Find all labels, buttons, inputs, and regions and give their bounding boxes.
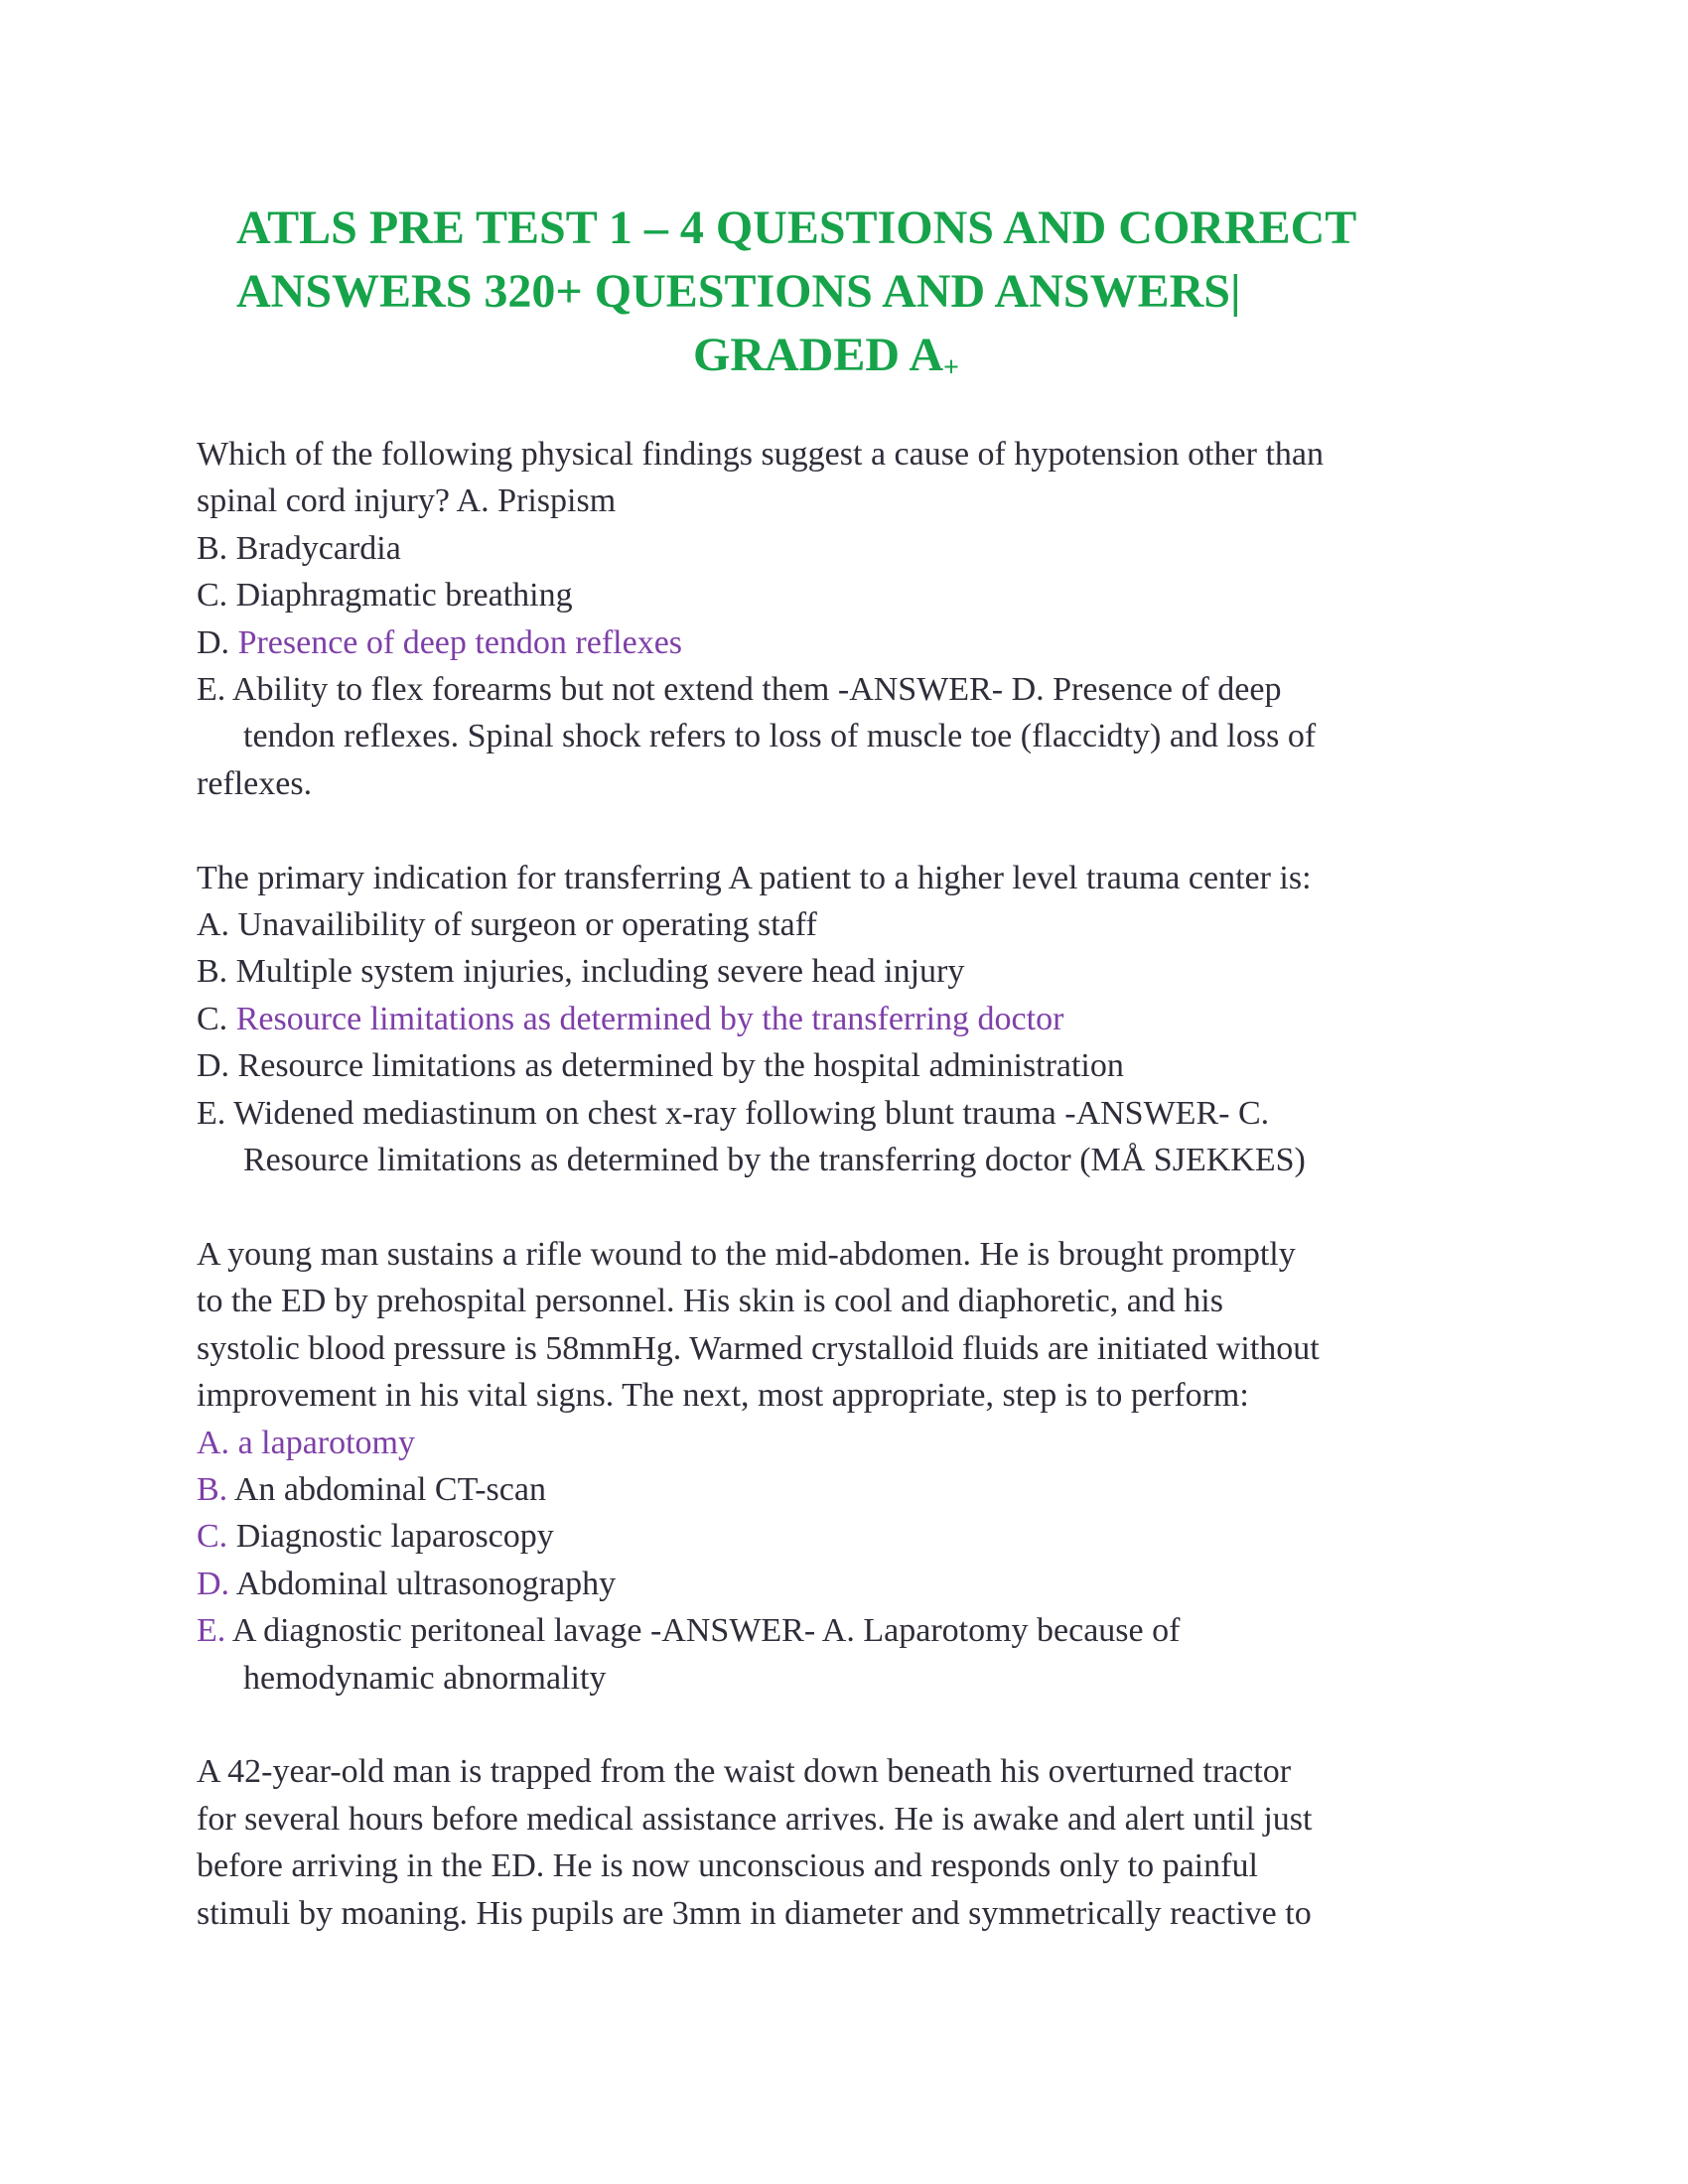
q3-stem-line-3: systolic blood pressure is 58mmHg. Warmed crystalloid fluids are initiated without bbox=[197, 1329, 1320, 1367]
paragraph-gap bbox=[197, 1183, 1507, 1230]
q4-stem-line-4: stimuli by moaning. His pupils are 3mm in diameter and symmetrically reactive to bbox=[197, 1894, 1312, 1932]
q3-option-e bbox=[197, 1607, 1507, 1654]
q3-option-e-text: A diagnostic peritoneal lavage -ANSWER- A. Laparotomy because of bbox=[231, 1612, 1181, 1650]
q2-option-b: B. Multiple system injuries, including severe head injury bbox=[197, 953, 965, 991]
title-line-3-text: GRADED A bbox=[693, 329, 944, 381]
q2-option-c-letter: C. bbox=[197, 1000, 236, 1037]
q1-stem-line-2: spinal cord injury? A. Prispism bbox=[197, 482, 617, 520]
q3-option-b bbox=[197, 1466, 1507, 1513]
q3-option-a-letter: A. bbox=[197, 1424, 238, 1461]
q3-option-a-text: a laparotomy bbox=[237, 1424, 415, 1461]
paragraph-gap bbox=[197, 1702, 1507, 1748]
q1-option-d-letter: D. bbox=[197, 623, 238, 661]
q2-option-d: D. Resource limitations as determined by the hospital administration bbox=[197, 1047, 1124, 1085]
question-3 bbox=[197, 1231, 1507, 1702]
q3-stem-line-2: to the ED by prehospital personnel. His skin is cool and diaphoretic, and his bbox=[197, 1283, 1223, 1320]
q3-option-b-text: An abdominal CT-scan bbox=[233, 1470, 546, 1508]
q1-option-e-line-3: reflexes. bbox=[197, 764, 313, 802]
q3-option-d bbox=[197, 1561, 1507, 1607]
q3-option-b-letter: B. bbox=[197, 1470, 234, 1508]
q3-stem-line-1: A young man sustains a rifle wound to the mid-abdomen. He is brought promptly bbox=[197, 1235, 1296, 1273]
q3-stem-line-4: improvement in his vital signs. The next, most appropriate, step is to perform: bbox=[197, 1377, 1249, 1415]
title-line-2: ANSWERS 320+ QUESTIONS AND ANSWERS| bbox=[236, 265, 1241, 318]
q2-option-a: A. Unavailibility of surgeon or operating staff bbox=[197, 906, 817, 944]
q1-option-b: B. Bradycardia bbox=[197, 529, 401, 567]
title-line-1: ATLS PRE TEST 1 – 4 QUESTIONS AND CORRECT bbox=[236, 202, 1357, 254]
q3-option-d-letter: D. bbox=[197, 1565, 236, 1602]
q4-stem-line-2: for several hours before medical assistance arrives. He is awake and alert until just bbox=[197, 1800, 1313, 1838]
q4-stem-line-1: A 42-year-old man is trapped from the waist down beneath his overturned tractor bbox=[197, 1753, 1292, 1791]
q3-option-e-line-2: hemodynamic abnormality bbox=[243, 1659, 607, 1697]
q1-stem-line-1: Which of the following physical findings suggest a cause of hypotension other than bbox=[197, 436, 1324, 473]
q4-stem-line-3: before arriving in the ED. He is now unconscious and responds only to painful bbox=[197, 1847, 1258, 1885]
q2-stem: The primary indication for transferring A patient to a higher level trauma center is: bbox=[197, 859, 1312, 896]
q3-option-c bbox=[197, 1513, 1507, 1560]
question-4 bbox=[197, 1748, 1507, 1937]
q3-option-c-letter: C. bbox=[197, 1518, 236, 1556]
q3-option-d-text: Abdominal ultrasonography bbox=[235, 1565, 617, 1602]
q2-option-c-text: Resource limitations as determined by the transferring doctor bbox=[235, 1000, 1064, 1037]
title-grade-plus: + bbox=[943, 352, 959, 383]
q1-option-d-text: Presence of deep tendon reflexes bbox=[237, 623, 683, 661]
q1-option-d bbox=[197, 619, 1507, 666]
q2-option-e-line-1: E. Widened mediastinum on chest x-ray following blunt trauma -ANSWER- C. bbox=[197, 1094, 1270, 1132]
paragraph-gap bbox=[197, 807, 1507, 854]
q1-option-e-line-1: E. Ability to flex forearms but not extend them -ANSWER- D. Presence of deep bbox=[197, 671, 1282, 709]
q2-option-c bbox=[197, 996, 1507, 1042]
q2-option-e-line-2: Resource limitations as determined by the transferring doctor (MÅ SJEKKES) bbox=[243, 1142, 1306, 1179]
q3-option-e-letter: E. bbox=[197, 1612, 232, 1650]
title-line-3 bbox=[236, 324, 1497, 400]
q3-option-a bbox=[197, 1420, 1507, 1466]
question-1 bbox=[197, 431, 1507, 807]
question-2 bbox=[197, 855, 1507, 1184]
q1-option-c: C. Diaphragmatic breathing bbox=[197, 577, 573, 614]
document-title bbox=[236, 197, 1497, 400]
q3-option-c-text: Diagnostic laparoscopy bbox=[235, 1518, 554, 1556]
q1-option-e-line-2: tendon reflexes. Spinal shock refers to loss of muscle toe (flaccidty) and loss of bbox=[243, 718, 1317, 755]
document-body bbox=[197, 431, 1507, 1937]
